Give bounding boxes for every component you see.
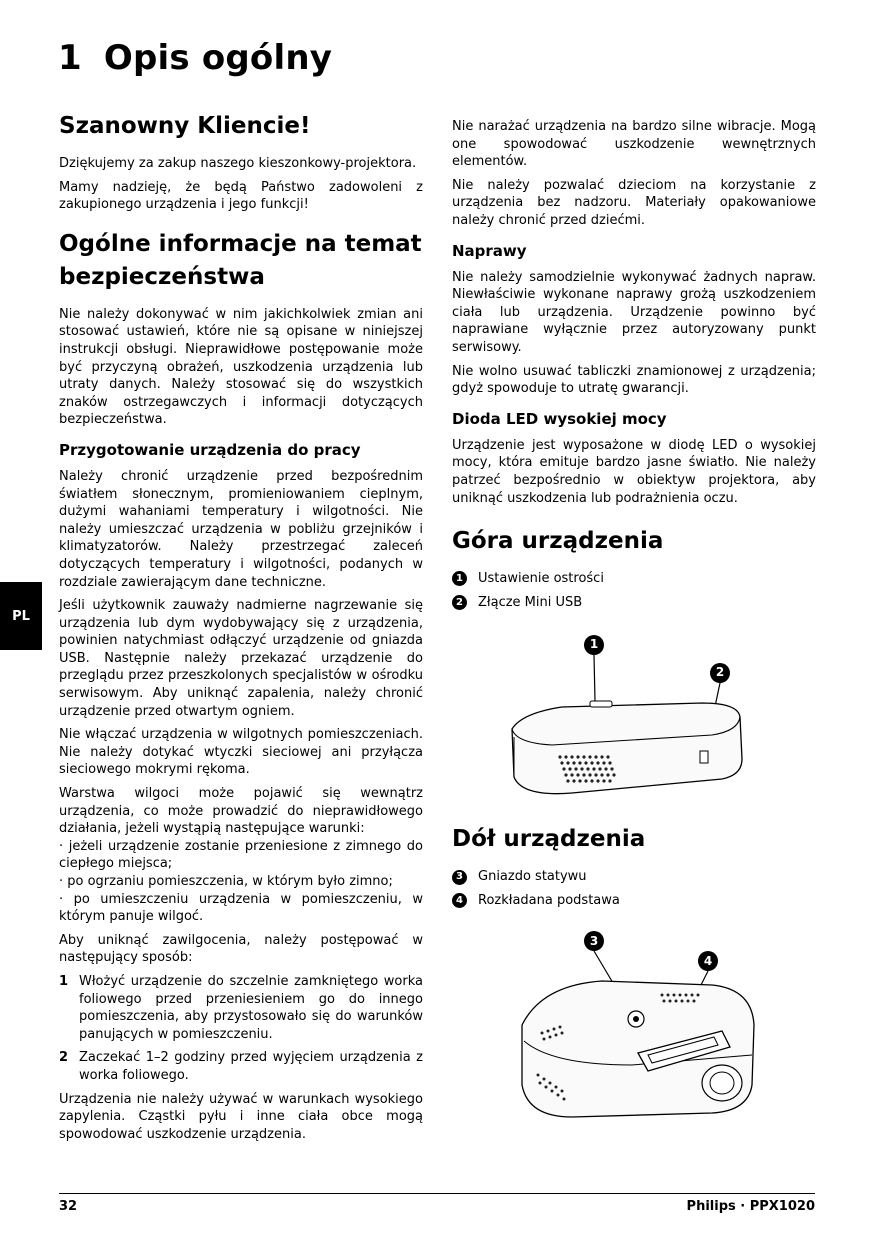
- footer-page-number: 32: [59, 1199, 78, 1214]
- heading-safety: Ogólne informacje na temat bezpieczeństwa: [59, 230, 422, 290]
- list-item: [59, 1049, 423, 1084]
- paragraph-preparation-2: Jeśli użytkownik zauważy nadmierne nagrzewanie się urządzenia lub dym wydobywający się z urządzenia, powinien natychmiast odłączyć urządzenie od gniazda USB. Następnie należy przekazać urządzenie do przeglądu przez przeszkolonych specjalistów w ośrodku serwisowym. Aby uniknąć zapalenia, należy chronić urządzenie przed otwartym ogniem.: [59, 598, 423, 719]
- figure-badge-2: 2: [710, 663, 730, 683]
- paragraph-thanks: Dziękujemy za zakup naszego kieszonkowy-projektora.: [59, 156, 417, 171]
- moisture-bullet-1: · jeżeli urządzenie zostanie przeniesione z zimnego do ciepłego miejsca;: [59, 838, 423, 872]
- heading-preparation: Przygotowanie urządzenia do pracy: [59, 440, 361, 459]
- footer-brand: Philips · PPX1020: [686, 1199, 815, 1214]
- left-column: [59, 108, 423, 1149]
- list-number: 2: [59, 1050, 69, 1066]
- projector-top-illustration: [452, 617, 816, 817]
- paragraph-repairs-2: Nie wolno usuwać tabliczki znamionowej z urządzenia; gdyż spowoduje to utratę gwarancji.: [452, 363, 816, 397]
- paragraph-dust: Urządzenia nie należy używać w warunkach wysokiego zapylenia. Cząstki pyłu i inne ciała obce mogą spowodować uszkodzenie urządzenia.: [59, 1091, 423, 1142]
- callout-badge: 3: [452, 870, 467, 885]
- figure-badge-1: 1: [584, 635, 604, 655]
- paragraph-preparation-3: Nie włączać urządzenia w wilgotnych pomieszczeniach. Nie należy dotykać wtyczki sieciowej ani przyłącza sieciowego mokrymi rękoma.: [59, 727, 423, 778]
- figure-bottom-view: [452, 915, 816, 1135]
- heading-top-of-device: Góra urządzenia: [452, 528, 664, 555]
- callout-label: Ustawienie ostrości: [478, 571, 604, 587]
- callout-item: [452, 594, 816, 612]
- moisture-bullet-2: · po ogrzaniu pomieszczenia, w którym było zimno;: [59, 874, 393, 889]
- paragraph-safety: Nie należy dokonywać w nim jakichkolwiek zmian ani stosować ustawień, które nie są opisane w niniejszej instrukcji obsługi. Nieprawidłowe postępowanie może być przyczyną obrażeń, uszkodzenia urządzenia lub utraty danych. Należy stosować się do wszystkich znaków ostrzegawczych i informacji dotyczących bezpieczeństwa.: [59, 306, 423, 428]
- paragraph-moisture-intro: Warstwa wilgoci może pojawić się wewnątrz urządzenia, co może prowadzić do nieprawidłowego działania, jeżeli wystąpią następujące warunki:: [59, 786, 423, 837]
- callout-item: [452, 892, 816, 910]
- page-title: [58, 38, 332, 78]
- list-number: 1: [59, 973, 69, 989]
- right-column: [452, 108, 816, 1135]
- chapter-number: 1: [58, 38, 82, 78]
- language-tab: PL: [0, 582, 42, 650]
- heading-bottom-of-device: Dół urządzenia: [452, 826, 646, 853]
- callout-item: [452, 868, 816, 886]
- callout-label: Gniazdo statywu: [478, 869, 587, 885]
- projector-bottom-illustration: [452, 915, 816, 1135]
- list-item: [59, 973, 423, 1043]
- paragraph-children: Nie należy pozwalać dzieciom na korzystanie z urządzenia bez nadzoru. Materiały opakowaniowe należy chronić przed dziećmi.: [452, 177, 816, 228]
- paragraph-led: Urządzenie jest wyposażone w diodę LED o wysokiej mocy, która emituje bardzo jasne światło. Nie należy patrzeć bezpośrednio w obiektyw projektora, aby uniknąć uszkodzenia lub podrażnienia oczu.: [452, 437, 816, 506]
- heading-repairs: Naprawy: [452, 241, 527, 260]
- footer-divider: [59, 1193, 815, 1194]
- heading-led: Dioda LED wysokiej mocy: [452, 409, 667, 428]
- chapter-title: Opis ogólny: [103, 38, 333, 78]
- paragraph-preparation-1: Należy chronić urządzenie przed bezpośrednim światłem słonecznym, promieniowaniem cieplnym, dużymi wahaniami temperatury i wilgotności. Nie należy umieszczać urządzenia w pobliżu grzejników i klimatyzatorów. Należy przestrzegać zaleceń dotyczących temperatury i wilgotności, podanych w rozdziale zawierającym dane techniczne.: [59, 468, 423, 590]
- callout-label: Złącze Mini USB: [478, 594, 583, 610]
- callout-item: [452, 570, 816, 588]
- paragraph-avoid: Aby uniknąć zawilgocenia, należy postępować w następujący sposób:: [59, 932, 423, 966]
- callout-badge: 2: [452, 595, 467, 610]
- figure-badge-4: 4: [698, 951, 718, 971]
- callout-label: Rozkładana podstawa: [478, 892, 620, 908]
- callout-badge: 1: [452, 571, 467, 586]
- callout-badge: 4: [452, 893, 467, 908]
- heading-welcome: Szanowny Kliencie!: [59, 113, 311, 139]
- figure-badge-3: 3: [584, 931, 604, 951]
- figure-top-view: [452, 617, 816, 817]
- paragraph-hope: Mamy nadzieję, że będą Państwo zadowoleni z zakupionego urządzenia i jego funkcji!: [59, 179, 423, 213]
- list-text: Włożyć urządzenie do szczelnie zamkniętego worka foliowego przed przeniesieniem go do innego pomieszczenia, aby przystosowało się do warunków panujących w pomieszczeniu.: [79, 973, 423, 1042]
- moisture-bullet-3: · po umieszczeniu urządzenia w pomieszczeniu, w którym panuje wilgoć.: [59, 891, 423, 925]
- list-text: Zaczekać 1–2 godziny przed wyjęciem urządzenia z worka foliowego.: [79, 1050, 423, 1083]
- paragraph-vibration: Nie narażać urządzenia na bardzo silne wibracje. Mogą one spowodować uszkodzenie wewnętrznych elementów.: [452, 119, 816, 170]
- paragraph-repairs-1: Nie należy samodzielnie wykonywać żadnych napraw. Niewłaściwie wykonane naprawy grożą uszkodzeniem ciała lub urządzenia. Urządzenie powinno być naprawiane wyłącznie przez autoryzowany punkt serwisowy.: [452, 269, 816, 355]
